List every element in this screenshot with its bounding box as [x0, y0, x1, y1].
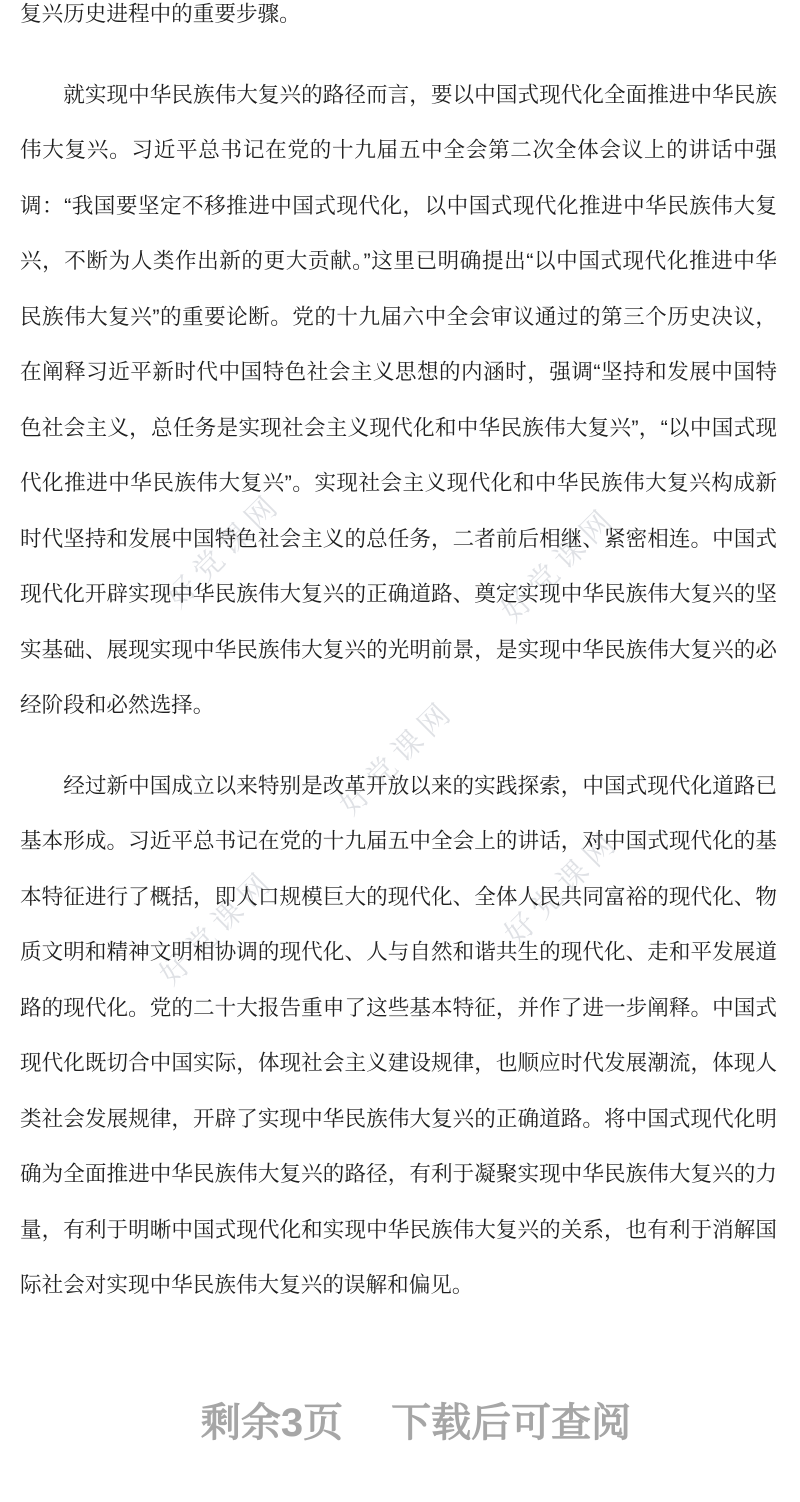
download-hint-label: 下载后可查阅 [391, 1401, 632, 1445]
site-watermark: 好党课网 [498, 823, 627, 952]
site-watermark: 好党课网 [495, 500, 624, 629]
paragraph: 复兴历史进程中的重要步骤。 [20, 1, 301, 26]
remaining-pages-label: 剩余3页 [200, 1401, 344, 1445]
paragraph: 经过新中国成立以来特别是改革开放以来的实践探索，中国式现代化道路已基本形成。习近平总书记在党的十九届五中全会上的讲话，对中国式现代化的基本特征进行了概括，即人口规模巨大的现代化、全体人民共同富裕的现代化、物质文明和精神文明相协调的现代化、人与自然和谐共生的现代化、走和平发展道路的现代化。党的二十大报告重申了这些基本特征，并作了进一步阐释。中国式现代化既切合中国实际，体现社会主义建设规律，也顺应时代发展潮流，体现人类社会发展规律，开辟了实现中华民族伟大复兴的正确道路。将中国式现代化明确为全面推进中华民族伟大复兴的路径，有利于凝聚实现中华民族伟大复兴的力量，有利于明晰中国式现代化和实现中华民族伟大复兴的关系，也有利于消解国际社会对实现中华民族伟大复兴的误解和偏见。 [20, 772, 777, 1297]
site-watermark: 好党课网 [333, 693, 462, 822]
site-watermark: 好党课网 [153, 863, 282, 992]
site-watermark: 好党课网 [160, 486, 289, 615]
document-body [20, 0, 777, 1338]
preview-footer [0, 1400, 800, 1446]
paragraph: 就实现中华民族伟大复兴的路径而言，要以中国式现代化全面推进中华民族伟大复兴。习近平总书记在党的十九届五中全会第二次全体会议上的讲话中强调：“我国要坚定不移推进中国式现代化，以中国式现代化推进中华民族伟大复兴，不断为人类作出新的更大贡献。”这里已明确提出“以中国式现代化推进中华民族伟大复兴”的重要论断。党的十九届六中全会审议通过的第三个历史决议，在阐释习近平新时代中国特色社会主义思想的内涵时，强调“坚持和发展中国特色社会主义，总任务是实现社会主义现代化和中华民族伟大复兴”，“以中国式现代化推进中华民族伟大复兴”。实现社会主义现代化和中华民族伟大复兴构成新时代坚持和发展中国特色社会主义的总任务，二者前后相继、紧密相连。中国式现代化开辟实现中华民族伟大复兴的正确道路、奠定实现中华民族伟大复兴的坚实基础、展现实现中华民族伟大复兴的光明前景，是实现中华民族伟大复兴的必经阶段和必然选择。 [20, 81, 777, 717]
